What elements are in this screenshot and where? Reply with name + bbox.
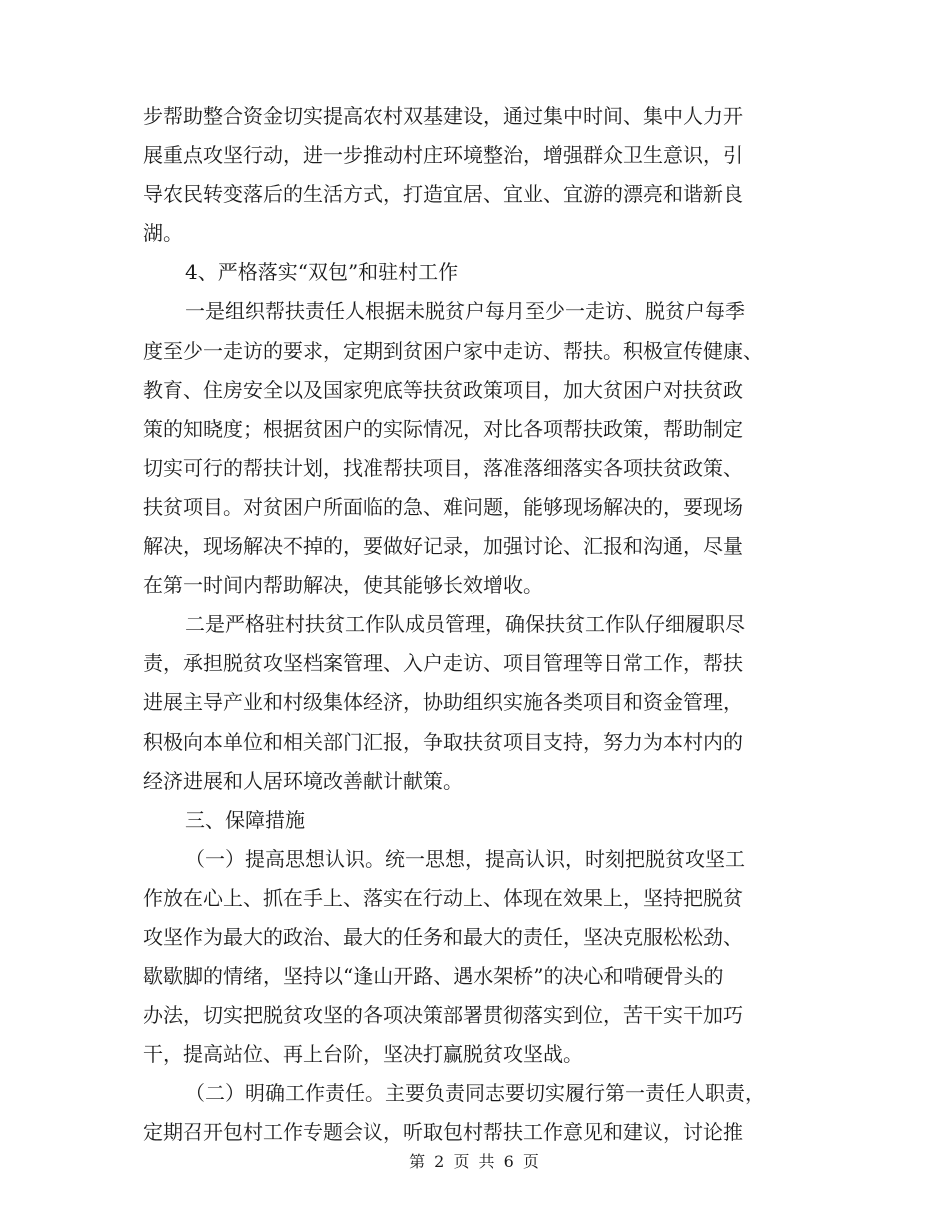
text-line: 作放在心上、抓在手上、落实在行动上、体现在效果上，坚持把脱贫 bbox=[143, 885, 743, 910]
text-line: 在第一时间内帮助解决，使其能够长效增收。 bbox=[143, 573, 543, 598]
text-line: 经济进展和人居环境改善献计献策。 bbox=[143, 768, 463, 793]
text-line: 歇歇脚的情绪，坚持以“逢山开路、遇水架桥”的决心和啃硬骨头的 bbox=[143, 964, 724, 989]
text-line: 攻坚作为最大的政治、最大的任务和最大的责任，坚决克服松松劲、 bbox=[143, 924, 743, 949]
document-body bbox=[143, 97, 803, 1153]
text-line: 进展主导产业和村级集体经济，协助组织实施各类项目和资金管理， bbox=[143, 690, 743, 715]
text-line: 扶贫项目。对贫困户所面临的急、难问题，能够现场解决的，要现场 bbox=[143, 494, 743, 519]
text-line: （二）明确工作责任。主要负责同志要切实履行第一责任人职责， bbox=[185, 1081, 765, 1106]
text-line: 二是严格驻村扶贫工作队成员管理，确保扶贫工作队仔细履职尽 bbox=[185, 612, 745, 637]
text-line: 导农民转变落后的生活方式，打造宜居、宜业、宜游的漂亮和谐新良 bbox=[143, 182, 743, 207]
text-line: （一）提高思想认识。统一思想，提高认识，时刻把脱贫攻坚工 bbox=[185, 846, 745, 871]
text-line: 一是组织帮扶责任人根据未脱贫户每月至少一走访、脱贫户每季 bbox=[185, 299, 745, 324]
section-heading: 4、严格落实“双包”和驻村工作 bbox=[185, 260, 459, 285]
text-line: 度至少一走访的要求，定期到贫困户家中走访、帮扶。积极宣传健康、 bbox=[143, 338, 763, 363]
text-line: 责，承担脱贫攻坚档案管理、入户走访、项目管理等日常工作，帮扶 bbox=[143, 651, 743, 676]
text-line: 湖。 bbox=[143, 221, 183, 246]
text-line: 策的知晓度；根据贫困户的实际情况，对比各项帮扶政策，帮助制定 bbox=[143, 416, 743, 441]
page-footer: 第 2 页 共 6 页 bbox=[409, 1152, 541, 1171]
section-heading: 三、保障措施 bbox=[185, 807, 305, 832]
text-line: 定期召开包村工作专题会议，听取包村帮扶工作意见和建议，讨论推 bbox=[143, 1120, 743, 1145]
text-line: 积极向本单位和相关部门汇报，争取扶贫项目支持，努力为本村内的 bbox=[143, 729, 743, 754]
text-line: 办法，切实把脱贫攻坚的各项决策部署贯彻落实到位，苦干实干加巧 bbox=[143, 1003, 743, 1028]
text-line: 切实可行的帮扶计划，找准帮扶项目，落准落细落实各项扶贫政策、 bbox=[143, 455, 743, 480]
text-line: 解决，现场解决不掉的，要做好记录，加强讨论、汇报和沟通，尽量 bbox=[143, 534, 743, 559]
text-line: 干，提高站位、再上台阶，坚决打赢脱贫攻坚战。 bbox=[143, 1042, 583, 1067]
text-line: 展重点攻坚行动，进一步推动村庄环境整治，增强群众卫生意识，引 bbox=[143, 143, 743, 168]
text-line: 步帮助整合资金切实提高农村双基建设，通过集中时间、集中人力开 bbox=[143, 104, 743, 128]
text-line: 教育、住房安全以及国家兜底等扶贫政策项目，加大贫困户对扶贫政 bbox=[143, 377, 743, 402]
